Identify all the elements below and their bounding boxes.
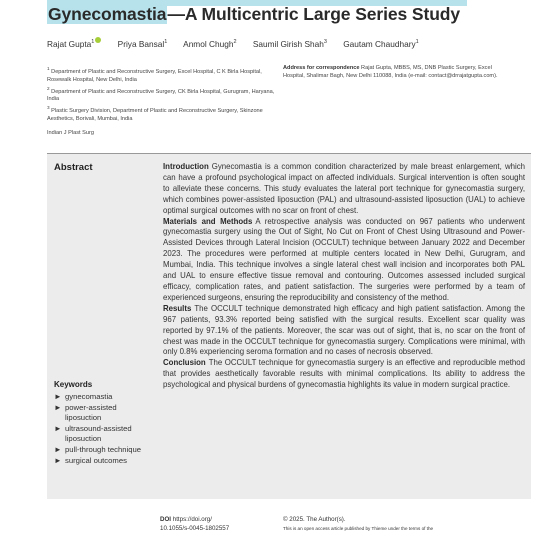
abstract-label: Abstract (54, 162, 93, 173)
author: Saumil Girish Shah$^3$ (252, 38, 327, 49)
abstract-section-results: Results The OCCULT technique demonstrated high efficacy and high patient satisfaction. Among the 967 patients, 93.3% reported being satisfied with the surgical results. Excellent scar quality was reported by 97.1% of the patients. Moreover, the scar was out of sight, that is, no scar on the front of chest was made in the OCCULT technique for gynecomastia surgery. Complications were minimal, with only 0.8% experiencing seroma formation and no cases of necrosis observed. (163, 303, 525, 357)
copyright-block (283, 516, 433, 533)
bullet-arrow-icon: ► (54, 423, 62, 433)
keywords-list (54, 392, 154, 466)
license-text: This is an open access article published by Thieme under the terms of the (283, 525, 434, 531)
affiliation-item: $^1$ Department of Plastic and Reconstructive Surgery, Excel Hospital, C K Birla Hospital, Rosewalk Hospital, New Delhi, India (47, 66, 262, 83)
affiliations (47, 65, 275, 124)
keywords-label: Keywords (54, 380, 93, 389)
affiliation-item: $^2$ Department of Plastic and Reconstructive Surgery, CK Birla Hospital, Gurugram, Haryana, India (47, 85, 275, 103)
author: Gautam Chaudhary$^1$ (343, 38, 419, 49)
correspondence-text: Rajat Gupta, MBBS, MS, DNB Plastic Surgery, Excel Hospital, Shalimar Bagh, New Delhi 110088, India (e-mail: contact@drrajatgupta.com). (283, 65, 498, 79)
keyword-item: ► ultrasound-assisted liposuction (54, 423, 132, 444)
author-list (47, 37, 433, 49)
copyright-text: © 2025. The Author(s). (283, 516, 346, 523)
doi-value[interactable]: 10.1055/s-0045-1802557 (160, 524, 230, 532)
article-title (47, 4, 460, 25)
orcid-icon[interactable] (95, 37, 101, 43)
keyword-item: ► pull-through technique (54, 444, 142, 454)
doi-block (160, 516, 229, 533)
abstract-section-methods: Materials and Methods A retrospective analysis was conducted on 967 patients who underwent gynecomastia surgery using the Out of Sight, No Cut on Front of Chest Using Ultrasound and Power-Assisted Devices through Lateral Incision (OCCULT) technique between January 2022 and December 2023. The procedures were performed at multiple centers located in New Delhi, Gurugram, and Mumbai, India. This technique involves a single lateral chest wall incision and incorporates both PAL and UAL to ensure effective tissue removal and contouring. Outcomes assessed included surgical efficacy, complication rates, and patient satisfaction. The surgeries were performed by a team of experienced surgeons, ensuring the reproducibility and consistency of the method. (163, 216, 525, 302)
bullet-arrow-icon: ► (54, 444, 62, 454)
abstract-section-conclusion: Conclusion The OCCULT technique for gynecomastia surgery is an effective and reproducible method that provides aesthetically favorable results with minimal complications. Its ability to address the psychological and physical burdens of gynecomastia highlights its value in modern surgical practice. (163, 358, 525, 390)
keyword-item: ► gynecomastia (54, 392, 113, 401)
author: Priya Bansal$^1$ (117, 38, 168, 49)
bullet-arrow-icon: ► (54, 402, 62, 412)
bullet-arrow-icon: ► (54, 392, 62, 401)
abstract-section-introduction: Introduction Gynecomastia is a common condition characterized by male breast enlargement, which can have a profound psychological impact on affected individuals. Surgical intervention is often sought to alleviate these concerns. This study evaluates the lateral port technique for gynecomastia surgery, which combines power-assisted liposuction (PAL) and ultrasound-assisted liposuction (UAL) to achieve optimal surgical outcomes with no scar on front of chest. (163, 162, 525, 215)
keyword-item: ► surgical outcomes (54, 455, 127, 465)
affiliation-item: $^3$ Plastic Surgery Division, Department of Plastic and Reconstructive Surgery, Skinzone Aesthetics, Borivali, Mumbai, India (47, 105, 263, 123)
journal-name: Indian J Plast Surg (47, 130, 94, 136)
correspondence-label: Address for correspondence (283, 65, 360, 71)
keyword-item: ► power-assisted liposuction (54, 402, 117, 423)
abstract-text (163, 162, 525, 391)
abstract-box (47, 153, 531, 499)
doi-link[interactable]: https://doi.org/ (172, 516, 212, 523)
author: Anmol Chugh$^2$ (183, 38, 237, 49)
title-rest: —A Multicentric Large Series Study (167, 4, 461, 24)
bullet-arrow-icon: ► (54, 455, 62, 465)
author: Rajat Gupta$^1$ (47, 39, 101, 49)
title-highlighted-part: Gynecomastia (48, 4, 167, 24)
doi-label: DOI (160, 516, 172, 523)
correspondence (283, 65, 513, 81)
